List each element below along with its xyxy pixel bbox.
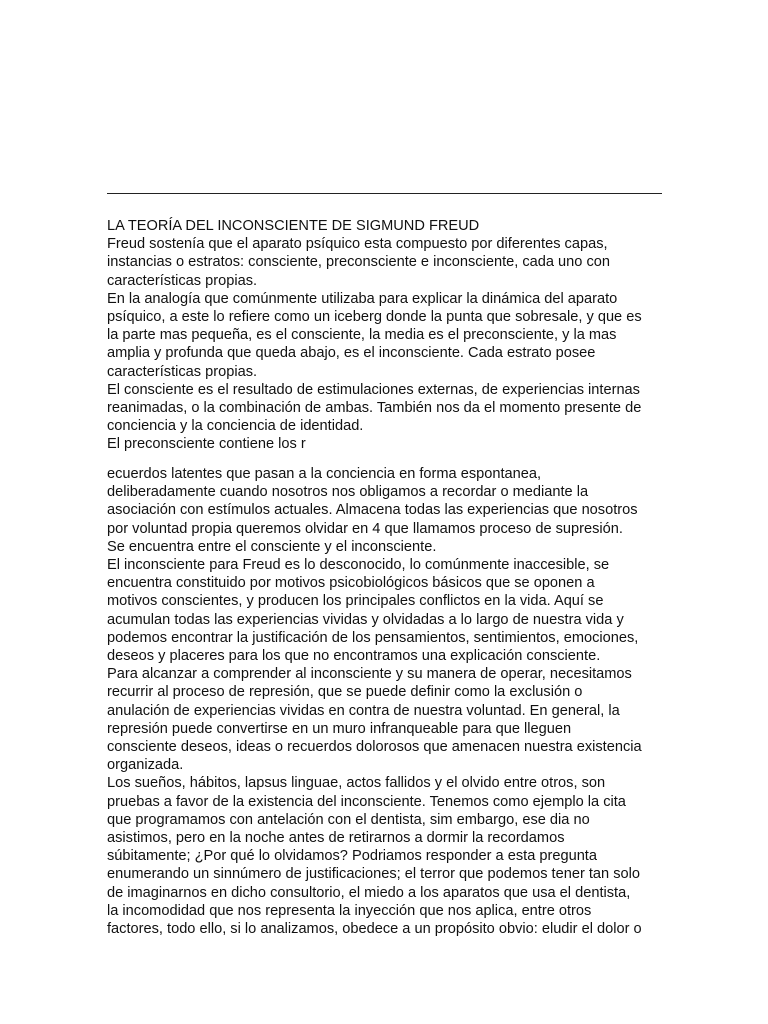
paragraph-line: pruebas a favor de la existencia del inconsciente. Tenemos como ejemplo la cita xyxy=(107,793,626,810)
paragraph-line: enumerando un sinnúmero de justificaciones; el terror que podemos tener tan solo xyxy=(107,866,640,883)
paragraph-line: instancias o estratos: consciente, preconsciente e inconsciente, cada uno con xyxy=(107,254,610,271)
paragraph-line: características propias. xyxy=(107,272,258,289)
paragraph-line: factores, todo ello, si lo analizamos, obedece a un propósito obvio: eludir el dolor o xyxy=(107,921,642,938)
paragraph-line: podemos encontrar la justificación de los pensamientos, sentimientos, emociones, xyxy=(107,629,639,646)
paragraph-line: Freud sostenía que el aparato psíquico esta compuesto por diferentes capas, xyxy=(107,236,608,253)
paragraph-line: represión puede convertirse en un muro infranqueable para que lleguen xyxy=(107,720,572,737)
document-title: LA TEORÍA DEL INCONSCIENTE DE SIGMUND FREUD xyxy=(107,218,480,234)
paragraph-line: la incomodidad que nos representa la inyección que nos aplica, entre otros xyxy=(107,902,592,919)
paragraph-line: encuentra constituido por motivos psicobiológicos básicos que se oponen a xyxy=(107,575,595,592)
horizontal-rule xyxy=(107,193,662,194)
paragraph-line: El inconsciente para Freud es lo desconocido, lo comúnmente inaccesible, se xyxy=(107,557,610,574)
paragraph-line: anulación de experiencias vividas en contra de nuestra voluntad. En general, la xyxy=(107,702,620,719)
paragraph-line: recurrir al proceso de represión, que se puede definir como la exclusión o xyxy=(107,684,583,701)
paragraph-line: El consciente es el resultado de estimulaciones externas, de experiencias internas xyxy=(107,381,640,398)
paragraph-line: acumulan todas las experiencias vividas y olvidadas a lo largo de nuestra vida y xyxy=(107,611,624,628)
paragraph-line: reanimadas, o la combinación de ambas. También nos da el momento presente de xyxy=(107,400,642,417)
paragraph-line: asistimos, pero en la noche antes de retirarnos a dormir la recordamos xyxy=(107,830,565,847)
paragraph-line: Para alcanzar a comprender al inconsciente y su manera de operar, necesitamos xyxy=(107,666,632,683)
paragraph-line: de imaginarnos en dicho consultorio, el miedo a los aparatos que usa el dentista, xyxy=(107,884,631,901)
paragraph-line: por voluntad propia queremos olvidar en 4 que llamamos proceso de supresión. xyxy=(107,520,623,537)
paragraph-line: conciencia y la conciencia de identidad. xyxy=(107,418,364,435)
paragraph-line: organizada. xyxy=(107,757,184,774)
paragraph-line: amplia y profunda que queda abajo, es el inconsciente. Cada estrato posee xyxy=(107,345,596,362)
paragraph-line: la parte mas pequeña, es el consciente, la media es el preconsciente, y la mas xyxy=(107,327,617,344)
text-block-1 xyxy=(107,217,667,454)
paragraph-line: En la analogía que comúnmente utilizaba para explicar la dinámica del aparato xyxy=(107,290,618,307)
paragraph-line: Se encuentra entre el consciente y el inconsciente. xyxy=(107,538,437,555)
paragraph-line: asociación con estímulos actuales. Almacena todas las experiencias que nosotros xyxy=(107,502,638,519)
paragraph-line: ecuerdos latentes que pasan a la conciencia en forma espontanea, xyxy=(107,466,542,482)
paragraph-line: El preconsciente contiene los r xyxy=(107,436,306,453)
text-block-2 xyxy=(107,465,667,938)
paragraph-line: súbitamente; ¿Por qué lo olvidamos? Podriamos responder a esta pregunta xyxy=(107,848,597,865)
paragraph-line: Los sueños, hábitos, lapsus linguae, actos fallidos y el olvido entre otros, son xyxy=(107,775,606,792)
paragraph-line: que programamos con antelación con el dentista, sim embargo, ese dia no xyxy=(107,811,590,828)
paragraph-line: psíquico, a este lo refiere como un iceberg donde la punta que sobresale, y que es xyxy=(107,309,642,326)
paragraph-line: deliberadamente cuando nosotros nos obligamos a recordar o mediante la xyxy=(107,484,589,501)
paragraph-line: características propias. xyxy=(107,363,258,380)
paragraph-line: consciente deseos, ideas o recuerdos dolorosos que amenacen nuestra existencia xyxy=(107,739,642,756)
paragraph-line: motivos conscientes, y producen los principales conflictos en la vida. Aquí se xyxy=(107,593,604,610)
paragraph-line: deseos y placeres para los que no encontramos una explicación consciente. xyxy=(107,648,601,665)
